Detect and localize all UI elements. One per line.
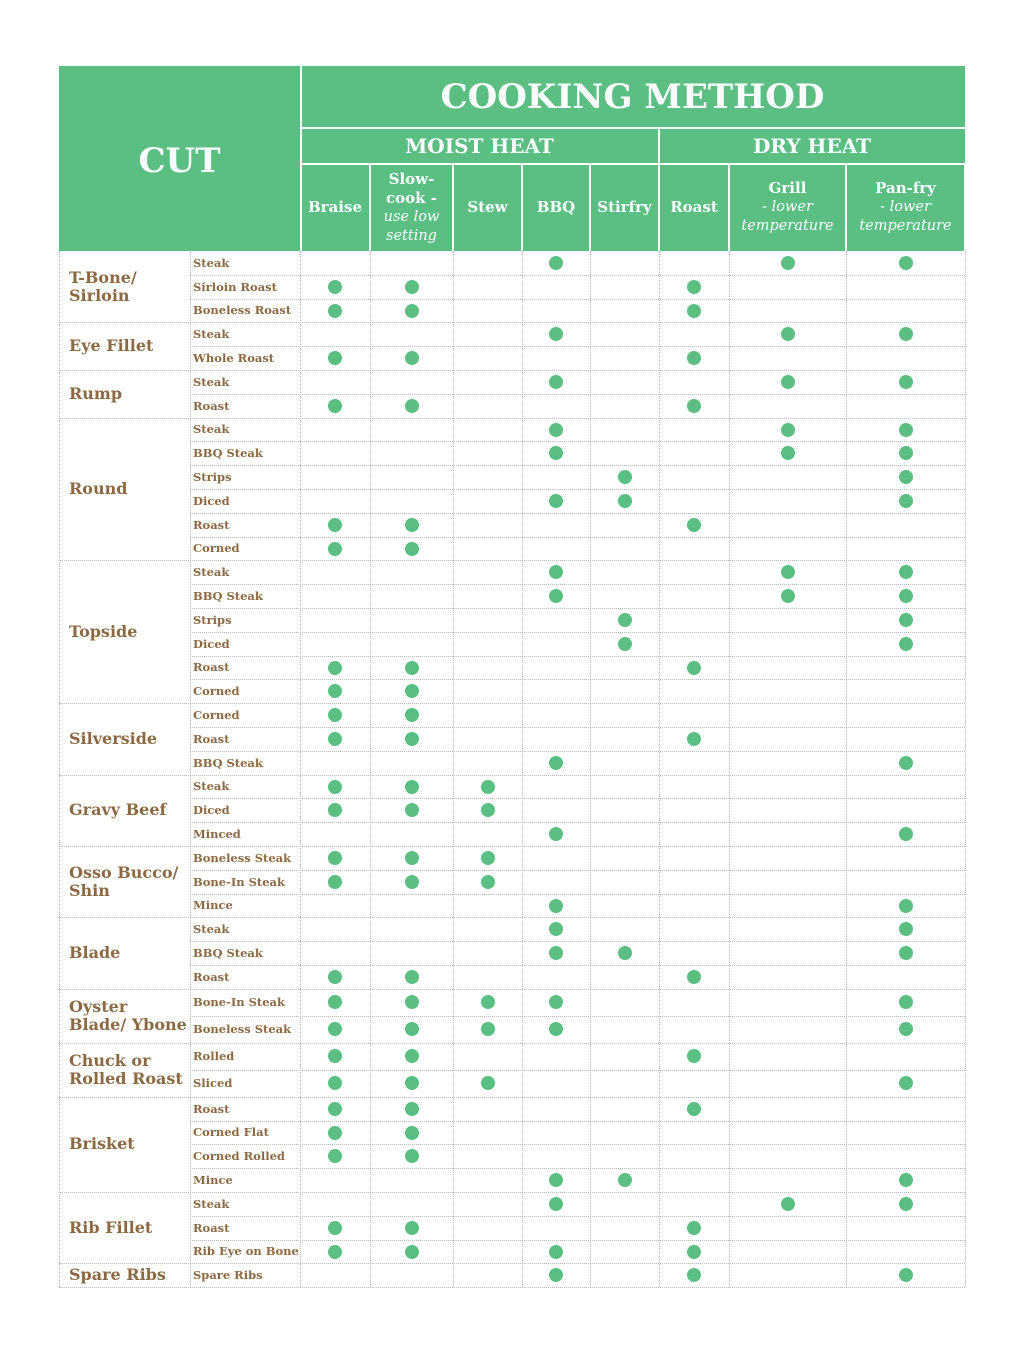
method-dot — [687, 1221, 701, 1235]
method-dot — [899, 256, 913, 270]
row-divider — [190, 1070, 965, 1071]
method-header-pan-fry — [847, 164, 964, 251]
method-dot — [899, 565, 913, 579]
header-divider — [300, 66, 302, 251]
row-divider — [190, 656, 965, 657]
method-dot — [405, 1022, 419, 1036]
dry-heat-header — [659, 128, 965, 164]
method-dot — [781, 589, 795, 603]
method-dot — [481, 995, 495, 1009]
cooking-method-label: COOKING METHOD — [440, 77, 825, 117]
method-dot — [781, 256, 795, 270]
method-dot — [405, 684, 419, 698]
row-divider — [190, 798, 965, 799]
subcut-label: BBQ Steak — [193, 946, 263, 961]
cut-header — [59, 66, 300, 251]
method-dot — [405, 1076, 419, 1090]
method-dot — [687, 970, 701, 984]
method-dot — [899, 756, 913, 770]
row-divider — [190, 894, 965, 895]
method-dot — [549, 899, 563, 913]
method-label: Grill — [768, 179, 807, 197]
method-dot — [899, 1022, 913, 1036]
row-divider — [190, 1240, 965, 1241]
header-divider — [300, 163, 965, 165]
method-dot — [328, 708, 342, 722]
method-dot — [781, 375, 795, 389]
column-divider — [453, 251, 454, 1287]
method-label: Braise — [308, 198, 362, 216]
method-dot — [405, 661, 419, 675]
method-dot — [899, 589, 913, 603]
method-dot — [549, 423, 563, 437]
subcut-label: Steak — [193, 374, 230, 389]
header-divider — [452, 164, 454, 251]
method-dot — [328, 875, 342, 889]
method-dot — [481, 851, 495, 865]
method-dot — [405, 875, 419, 889]
cut-name: Blade — [69, 943, 121, 963]
row-divider — [190, 1168, 965, 1169]
method-dot — [549, 756, 563, 770]
subcut-label: Bone-In Steak — [193, 995, 285, 1010]
moist-heat-label: MOIST HEAT — [405, 134, 554, 158]
row-divider — [190, 465, 965, 466]
subcut-label: Spare Ribs — [193, 1268, 263, 1283]
method-label: Stirfry — [597, 198, 652, 216]
row-divider — [190, 965, 965, 966]
cooking-method-header — [300, 66, 965, 128]
method-dot — [405, 1149, 419, 1163]
method-dot — [687, 661, 701, 675]
subcut-label: Rib Eye on Bone — [193, 1244, 299, 1259]
subcut-label: Corned — [193, 708, 240, 723]
method-dot — [687, 304, 701, 318]
method-label: BBQ — [536, 198, 576, 216]
subcut-label: BBQ Steak — [193, 446, 263, 461]
method-dot — [549, 589, 563, 603]
method-dot — [549, 1022, 563, 1036]
header-divider — [728, 164, 730, 251]
method-dot — [899, 1173, 913, 1187]
method-dot — [549, 446, 563, 460]
group-divider — [59, 1287, 965, 1288]
subcut-label: Strips — [193, 612, 232, 627]
method-dot — [405, 732, 419, 746]
method-dot — [405, 280, 419, 294]
subcut-label: Diced — [193, 636, 230, 651]
row-divider — [190, 1144, 965, 1145]
method-dot — [618, 470, 632, 484]
method-dot — [405, 1049, 419, 1063]
method-dot — [405, 851, 419, 865]
method-dot — [899, 827, 913, 841]
row-divider — [190, 1121, 965, 1122]
method-note: - lower temperature — [741, 199, 834, 234]
moist-heat-header — [300, 128, 659, 164]
method-dot — [328, 399, 342, 413]
method-dot — [687, 351, 701, 365]
method-dot — [405, 1221, 419, 1235]
subcut-label: Corned Flat — [193, 1125, 269, 1140]
method-dot — [481, 875, 495, 889]
method-dot — [687, 1245, 701, 1259]
method-dot — [618, 613, 632, 627]
method-dot — [781, 423, 795, 437]
method-dot — [899, 1268, 913, 1282]
method-label: Pan-fry — [875, 179, 936, 197]
method-dot — [549, 375, 563, 389]
subcut-label: Corned — [193, 684, 240, 699]
method-dot — [899, 637, 913, 651]
method-dot — [549, 327, 563, 341]
method-dot — [899, 1076, 913, 1090]
method-header-slow-cook — [371, 164, 452, 251]
method-note: - lower temperature — [859, 199, 952, 234]
column-divider — [370, 251, 371, 1287]
subcut-label: Steak — [193, 255, 230, 270]
subcut-label: Roast — [193, 1101, 230, 1116]
row-divider — [190, 346, 965, 347]
cut-name: T-Bone/ Sirloin — [69, 267, 137, 305]
cut-name: Topside — [69, 621, 138, 641]
subcut-label: Mince — [193, 898, 233, 913]
method-dot — [899, 899, 913, 913]
header-divider — [369, 164, 371, 251]
method-dot — [405, 351, 419, 365]
cut-name: Rump — [69, 383, 123, 403]
subcut-label: Steak — [193, 565, 230, 580]
method-dot — [405, 542, 419, 556]
cut-name: Osso Bucco/ Shin — [69, 862, 179, 900]
cut-name: Eye Fillet — [69, 336, 154, 356]
method-dot — [328, 1126, 342, 1140]
subcut-label: Whole Roast — [193, 351, 275, 366]
row-divider — [190, 299, 965, 300]
method-dot — [618, 637, 632, 651]
cooking-method-table — [59, 66, 965, 1301]
method-dot — [899, 494, 913, 508]
method-dot — [899, 446, 913, 460]
subcut-label: Roast — [193, 517, 230, 532]
method-dot — [899, 375, 913, 389]
method-dot — [781, 1197, 795, 1211]
method-dot — [405, 304, 419, 318]
method-dot — [481, 1076, 495, 1090]
column-divider — [590, 251, 591, 1287]
subcut-label: Minced — [193, 827, 241, 842]
method-label: Slow-cook - — [386, 169, 437, 207]
method-dot — [328, 851, 342, 865]
subcut-label: Steak — [193, 1196, 230, 1211]
method-dot — [549, 922, 563, 936]
method-dot — [328, 780, 342, 794]
column-divider — [659, 251, 660, 1287]
method-dot — [328, 732, 342, 746]
method-dot — [549, 1173, 563, 1187]
row-divider — [190, 870, 965, 871]
method-dot — [405, 970, 419, 984]
row-divider — [190, 489, 965, 490]
column-divider — [846, 251, 847, 1287]
method-note: use low setting — [383, 208, 440, 244]
cut-name: Round — [69, 478, 128, 498]
column-divider — [59, 251, 60, 1287]
method-dot — [405, 518, 419, 532]
subcut-label: Roast — [193, 398, 230, 413]
method-dot — [328, 1076, 342, 1090]
method-dot — [899, 613, 913, 627]
cut-name: Brisket — [69, 1134, 135, 1154]
subcut-label: Steak — [193, 779, 230, 794]
method-header-stew — [454, 164, 521, 251]
method-dot — [618, 494, 632, 508]
method-header-roast — [660, 164, 728, 251]
method-dot — [781, 565, 795, 579]
column-divider — [965, 251, 966, 1287]
method-dot — [328, 542, 342, 556]
method-dot — [328, 970, 342, 984]
method-dot — [405, 780, 419, 794]
method-dot — [328, 1149, 342, 1163]
row-divider — [190, 941, 965, 942]
column-divider — [522, 251, 523, 1287]
row-divider — [190, 441, 965, 442]
method-dot — [549, 1197, 563, 1211]
header-divider — [521, 164, 523, 251]
column-divider — [300, 251, 301, 1287]
subcut-label: Rolled — [193, 1049, 235, 1064]
subcut-label: Steak — [193, 922, 230, 937]
cut-name: Oyster Blade/ Ybone — [69, 996, 187, 1034]
cut-name: Silverside — [69, 728, 158, 748]
method-dot — [687, 732, 701, 746]
method-header-bbq — [523, 164, 589, 251]
method-dot — [899, 327, 913, 341]
method-dot — [549, 946, 563, 960]
dry-heat-label: DRY HEAT — [752, 134, 872, 158]
row-divider — [190, 394, 965, 395]
method-dot — [549, 565, 563, 579]
cut-name: Gravy Beef — [69, 800, 167, 820]
subcut-label: BBQ Steak — [193, 589, 263, 604]
method-dot — [328, 1022, 342, 1036]
method-dot — [618, 946, 632, 960]
method-dot — [687, 518, 701, 532]
method-dot — [899, 423, 913, 437]
method-dot — [405, 1245, 419, 1259]
row-divider — [190, 275, 965, 276]
cut-name: Chuck or Rolled Roast — [69, 1050, 183, 1088]
method-dot — [328, 1221, 342, 1235]
subcut-label: Boneless Steak — [193, 850, 292, 865]
row-divider — [190, 679, 965, 680]
method-dot — [328, 995, 342, 1009]
method-dot — [899, 995, 913, 1009]
method-dot — [405, 995, 419, 1009]
cut-name: Rib Fillet — [69, 1217, 153, 1237]
subcut-label: Roast — [193, 969, 230, 984]
header-divider — [300, 127, 965, 129]
row-divider — [190, 513, 965, 514]
method-dot — [549, 1268, 563, 1282]
method-label: Stew — [467, 198, 508, 216]
subcut-label: Boneless Steak — [193, 1022, 292, 1037]
subcut-label: Diced — [193, 493, 230, 508]
method-dot — [328, 1102, 342, 1116]
method-dot — [899, 922, 913, 936]
header-divider — [845, 164, 847, 251]
subcut-label: Corned Rolled — [193, 1149, 285, 1164]
method-dot — [549, 995, 563, 1009]
column-divider — [190, 251, 191, 1287]
method-dot — [405, 708, 419, 722]
row-divider — [190, 632, 965, 633]
method-dot — [405, 1102, 419, 1116]
subcut-label: Corned — [193, 541, 240, 556]
method-label: Roast — [670, 198, 718, 216]
method-dot — [687, 1049, 701, 1063]
method-dot — [328, 351, 342, 365]
header-divider — [658, 164, 660, 251]
method-dot — [618, 1173, 632, 1187]
column-divider — [729, 251, 730, 1287]
subcut-label: Bone-In Steak — [193, 874, 285, 889]
row-divider — [190, 1016, 965, 1017]
subcut-label: Boneless Roast — [193, 303, 292, 318]
method-dot — [328, 1245, 342, 1259]
method-dot — [781, 327, 795, 341]
cut-name: Spare Ribs — [69, 1265, 166, 1285]
method-header-braise — [301, 164, 369, 251]
method-dot — [328, 1049, 342, 1063]
method-dot — [687, 1268, 701, 1282]
method-dot — [328, 803, 342, 817]
method-dot — [899, 470, 913, 484]
row-divider — [190, 1216, 965, 1217]
method-dot — [899, 1197, 913, 1211]
subcut-label: Steak — [193, 327, 230, 342]
method-dot — [481, 1022, 495, 1036]
subcut-label: BBQ Steak — [193, 755, 263, 770]
header-divider — [589, 164, 591, 251]
method-dot — [687, 280, 701, 294]
method-dot — [899, 946, 913, 960]
method-dot — [549, 494, 563, 508]
method-header-stirfry — [591, 164, 658, 251]
method-dot — [481, 780, 495, 794]
row-divider — [190, 584, 965, 585]
subcut-label: Steak — [193, 422, 230, 437]
row-divider — [190, 727, 965, 728]
method-header-grill — [730, 164, 845, 251]
subcut-label: Roast — [193, 731, 230, 746]
row-divider — [190, 822, 965, 823]
method-dot — [328, 518, 342, 532]
method-dot — [687, 1102, 701, 1116]
subcut-label: Strips — [193, 470, 232, 485]
subcut-label: Roast — [193, 660, 230, 675]
method-dot — [549, 1245, 563, 1259]
method-dot — [328, 661, 342, 675]
row-divider — [190, 608, 965, 609]
subcut-label: Roast — [193, 1220, 230, 1235]
subcut-label: Mince — [193, 1173, 233, 1188]
method-dot — [405, 803, 419, 817]
method-dot — [781, 446, 795, 460]
method-dot — [549, 827, 563, 841]
method-dot — [328, 304, 342, 318]
subcut-label: Sliced — [193, 1076, 233, 1091]
row-divider — [190, 751, 965, 752]
method-dot — [481, 803, 495, 817]
method-dot — [328, 280, 342, 294]
method-dot — [405, 399, 419, 413]
row-divider — [190, 537, 965, 538]
method-dot — [549, 256, 563, 270]
subcut-label: Diced — [193, 803, 230, 818]
method-dot — [405, 1126, 419, 1140]
method-dot — [687, 399, 701, 413]
subcut-label: Sirloin Roast — [193, 279, 277, 294]
cut-header-label: CUT — [138, 140, 221, 181]
method-dot — [328, 684, 342, 698]
